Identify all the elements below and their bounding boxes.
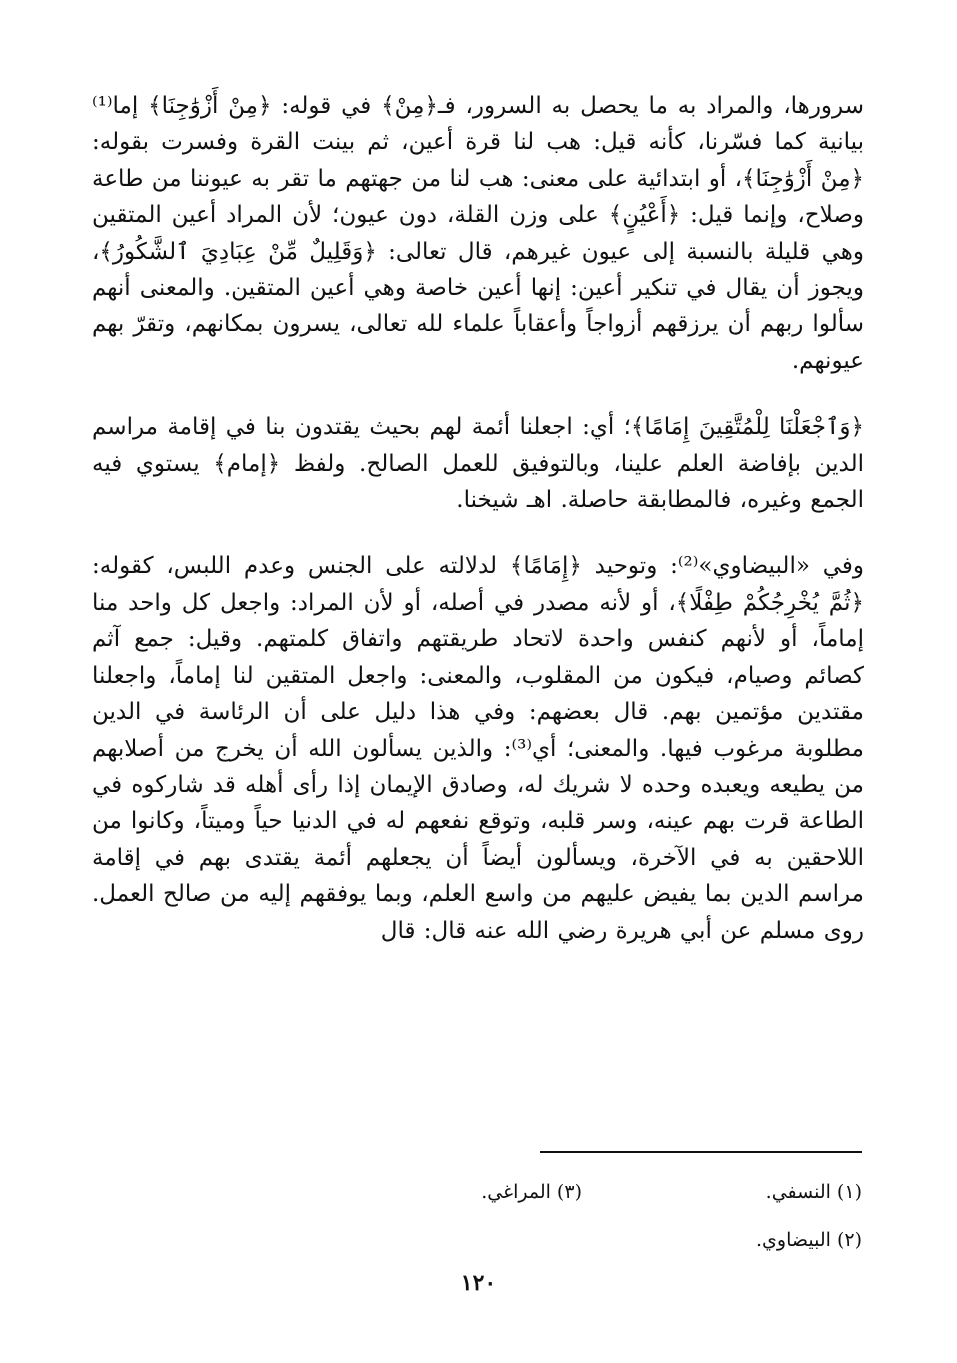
paragraph-2: ﴿وَٱجْعَلْنَا لِلْمُتَّقِينَ إِمَامًا﴾؛ أي: اجعلنا أئمة لهم بحيث يقتدون بنا في إقامة مراسم الدين بإفاضة العلم علينا، وبالتوفيق للعمل الصالح. ولفظ ﴿إمام﴾ يستوي فيه الجمع وغيره، فالمطابقة حاصلة. اهـ شيخنا.	[92, 414, 864, 514]
footnote-1: (١) النسفي.	[765, 1181, 862, 1203]
paragraph-gap	[92, 518, 864, 548]
footnote-2: (٢) البيضاوي.	[756, 1229, 862, 1251]
footnote-divider	[540, 1151, 862, 1153]
page-number: ١٢٠	[460, 1270, 497, 1296]
page-body	[92, 88, 864, 949]
footnote-row	[302, 1168, 862, 1216]
paragraph-gap	[92, 379, 864, 409]
paragraph-3: وفي «البيضاوي»⁽²⁾: وتوحيد ﴿إِمَامًا﴾ لدلالته على الجنس وعدم اللبس، كقوله: ﴿ثُمَّ يُخْرِجُكُمْ طِفْلًا﴾، أو لأنه مصدر في أصله، أو لأن المراد: واجعل كل واحد منا إماماً، أو لأنهم كنفس واحدة لاتحاد طريقتهم واتفاق كلمتهم. وقيل: جمع آثم كصائم وصيام، فيكون من المقلوب، والمعنى: واجعل المتقين لنا إماماً، واجعلنا مقتدين مؤتمين بهم. قال بعضهم: وفي هذا دليل على أن الرئاسة في الدين مطلوبة مرغوب فيها. والمعنى؛ أي⁽³⁾: والذين يسألون الله أن يخرج من أصلابهم من يطيعه ويعبده وحده لا شريك له، وصادق الإيمان إذا رأى أهله قد شاركوه في الطاعة قرت بهم عينه، وسر قلبه، وتوقع نفعهم له في الدنيا حياً وميتاً، وكانوا من اللاحقين به في الآخرة، ويسألون أيضاً أن يجعلهم أئمة يقتدى بهم في إقامة مراسم الدين بما يفيض عليهم من واسع العلم، وبما يوفقهم إليه من صالح العمل. روى مسلم عن أبي هريرة رضي الله عنه قال: قال	[92, 553, 864, 944]
footnote-3: (٣) المراغي.	[481, 1181, 582, 1203]
footnotes	[302, 1168, 862, 1264]
footnote-row	[302, 1216, 862, 1264]
paragraph-1: سرورها، والمراد به ما يحصل به السرور، فـ﴿مِنْ﴾ في قوله: ﴿مِنْ أَزْوَٰجِنَا﴾ إما⁽¹⁾ بيانية كما فسّرنا، كأنه قيل: هب لنا قرة أعين، ثم بينت القرة وفسرت بقوله: ﴿مِنْ أَزْوَٰجِنَا﴾، أو ابتدائية على معنى: هب لنا من جهتهم ما تقر به عيوننا من طاعة وصلاح، وإنما قيل: ﴿أَعْيُنٍ﴾ على وزن القلة، دون عيون؛ لأن المراد أعين المتقين وهي قليلة بالنسبة إلى عيون غيرهم، قال تعالى: ﴿وَقَلِيلٌ مِّنْ عِبَادِيَ ٱلشَّكُورُ﴾، ويجوز أن يقال في تنكير أعين: إنها أعين خاصة وهي أعين المتقين. والمعنى أنهم سألوا ربهم أن يرزقهم أزواجاً وأعقاباً علماء لله تعالى، يسرون بمكانهم، وتقرّ بهم عيونهم.	[92, 93, 864, 374]
